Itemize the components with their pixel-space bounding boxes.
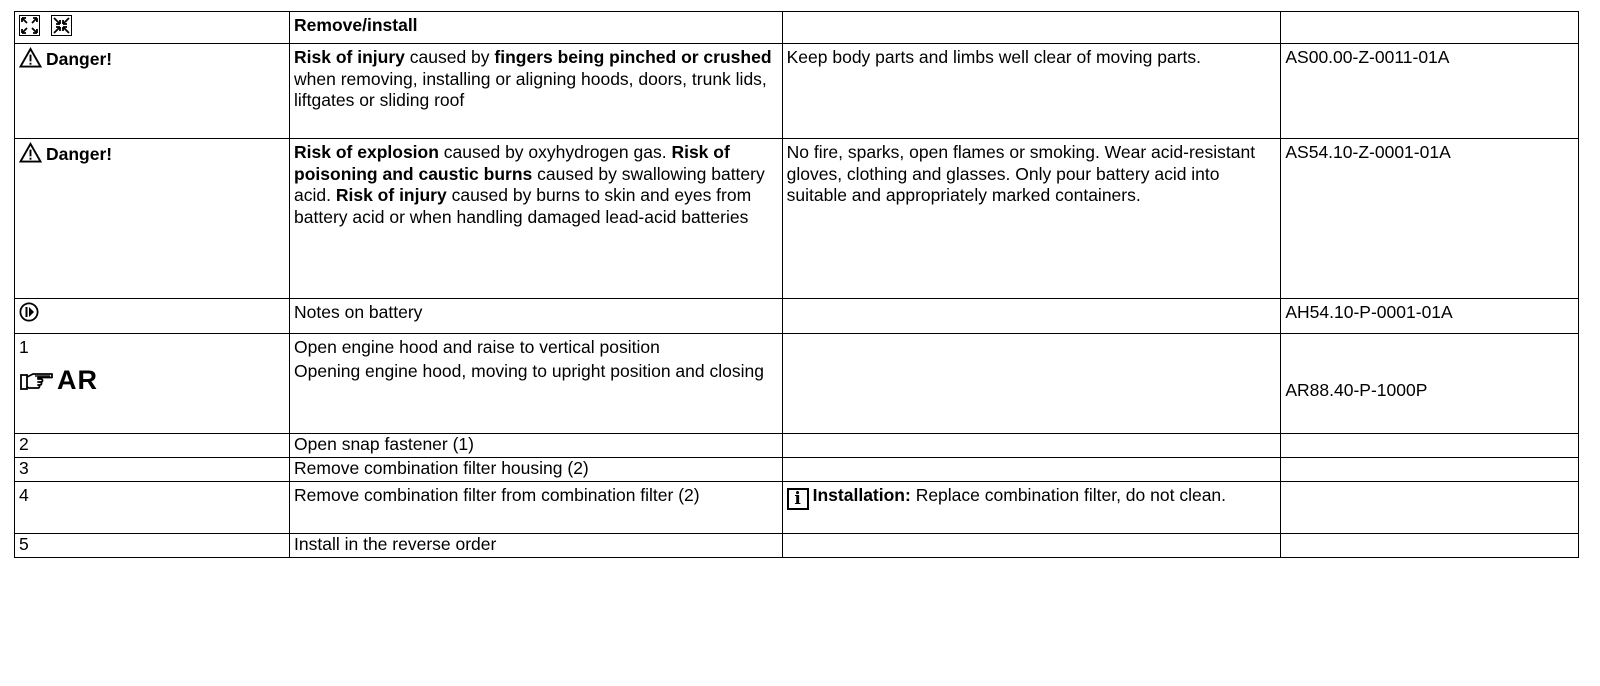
step-text-cell — [290, 334, 783, 434]
risk-description: Risk of explosion caused by oxyhydrogen gas. Risk of poisoning and caustic burns caused by swallowing battery acid. Risk of injury caused by burns to skin and eyes from battery acid or when handling damaged lead-acid batteries — [290, 139, 783, 299]
step-number: 4 — [15, 482, 290, 534]
table-row — [15, 44, 1579, 139]
info-icon: i — [787, 488, 809, 510]
reference-marker: AR — [19, 369, 285, 393]
warning-triangle-icon — [19, 47, 42, 68]
step-number: 5 — [15, 534, 290, 558]
step-number: 3 — [15, 458, 290, 482]
document-code: AR88.40-P-1000P — [1281, 334, 1579, 434]
table-row — [15, 299, 1579, 334]
reference-text: Opening engine hood, moving to upright position and closing — [294, 360, 764, 381]
step-number: 2 — [15, 434, 290, 458]
table-row — [15, 334, 1579, 434]
step-number: 1 — [19, 337, 29, 357]
step-text: Remove combination filter from combination filter (2) — [290, 482, 783, 534]
section-title: Remove/install — [290, 12, 783, 44]
procedure-table — [14, 11, 1579, 558]
table-row — [15, 434, 1579, 458]
header-icons-cell — [15, 12, 290, 44]
pointing-hand-icon — [19, 369, 55, 393]
table-row — [15, 12, 1579, 44]
table-row — [15, 482, 1579, 534]
installation-note: i Installation: Replace combination filter, do not clean. — [782, 482, 1281, 534]
document-code: AS00.00-Z-0011-01A — [1281, 44, 1579, 139]
remove-icon — [19, 15, 40, 36]
danger-label-cell — [15, 139, 290, 299]
warning-triangle-icon — [19, 142, 42, 163]
step-text: Open snap fastener (1) — [290, 434, 783, 458]
table-row — [15, 458, 1579, 482]
note-text: Notes on battery — [290, 299, 783, 334]
step-number-cell — [15, 334, 290, 434]
risk-description: Risk of injury caused by fingers being pinched or crushed when removing, installing or aligning hoods, doors, trunk lids, liftgates or sliding roof — [290, 44, 783, 139]
table-row — [15, 534, 1579, 558]
step-text: Open engine hood and raise to vertical position — [294, 337, 660, 357]
install-icon — [51, 15, 72, 36]
note-icon — [19, 302, 39, 322]
table-row — [15, 139, 1579, 299]
danger-label: Danger! — [46, 144, 113, 164]
step-text: Install in the reverse order — [290, 534, 783, 558]
danger-label-cell — [15, 44, 290, 139]
measure-text: Keep body parts and limbs well clear of moving parts. — [782, 44, 1281, 139]
danger-label: Danger! — [46, 49, 113, 69]
document-code: AS54.10-Z-0001-01A — [1281, 139, 1579, 299]
measure-text: No fire, sparks, open flames or smoking. Wear acid-resistant gloves, clothing and glasses. Only pour battery acid into suitable and appropriately marked containers. — [782, 139, 1281, 299]
step-text: Remove combination filter housing (2) — [290, 458, 783, 482]
note-icon-cell — [15, 299, 290, 334]
document-code: AH54.10-P-0001-01A — [1281, 299, 1579, 334]
